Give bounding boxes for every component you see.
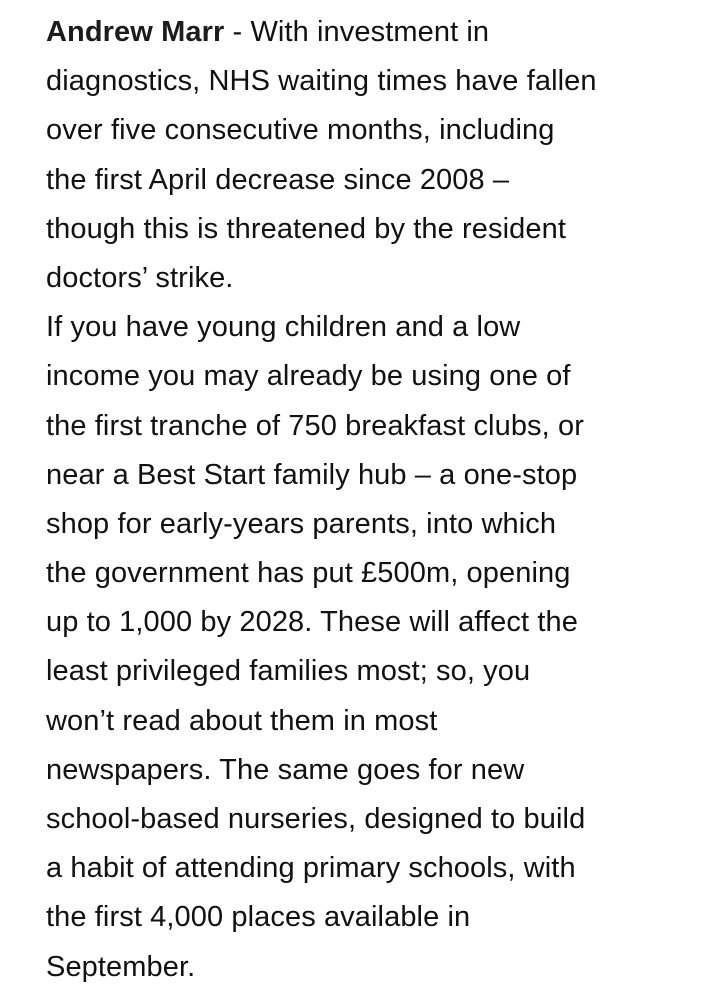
paragraph-2-line: up to 1,000 by 2028. These will affect the: [46, 606, 578, 639]
paragraph-1-line: over five consecutive months, including: [46, 114, 555, 147]
paragraph-1-line: though this is threatened by the resident: [46, 212, 566, 245]
paragraph-2-line: least privileged families most; so, you: [46, 655, 531, 688]
paragraph-2-line: shop for early-years parents, into which: [46, 507, 557, 540]
paragraph-2-line: school-based nurseries, designed to build: [46, 803, 586, 835]
paragraph-2-line: newspapers. The same goes for new: [46, 753, 525, 786]
paragraph-2-line: won’t read about them in most: [46, 704, 438, 737]
paragraph-2-line: near a Best Start family hub – a one-stop: [46, 458, 578, 491]
paragraph-1-line: With investment in: [250, 16, 490, 48]
text-line: [46, 8, 686, 57]
quote-text-block: [46, 8, 686, 992]
paragraph-1-line: the first April decrease since 2008 –: [46, 163, 510, 196]
author-separator: -: [224, 16, 251, 48]
paragraph-1-line: diagnostics, NHS waiting times have fallen: [46, 65, 597, 98]
paragraph-1-line: doctors’ strike.: [46, 261, 234, 294]
author-name: Andrew Marr: [46, 16, 225, 48]
paragraph-2-line: income you may already be using one of: [46, 360, 571, 393]
paragraph-2-line: the first tranche of 750 breakfast clubs, or: [46, 409, 584, 442]
paragraph-2-line: the first 4,000 places available in: [46, 901, 471, 934]
paragraph-2-line: the government has put £500m, opening: [46, 557, 571, 590]
paragraph-2-line: a habit of attending primary schools, with: [46, 852, 576, 885]
paragraph-2-line: If you have young children and a low: [46, 311, 521, 344]
paragraph-2-line: September.: [46, 950, 196, 983]
